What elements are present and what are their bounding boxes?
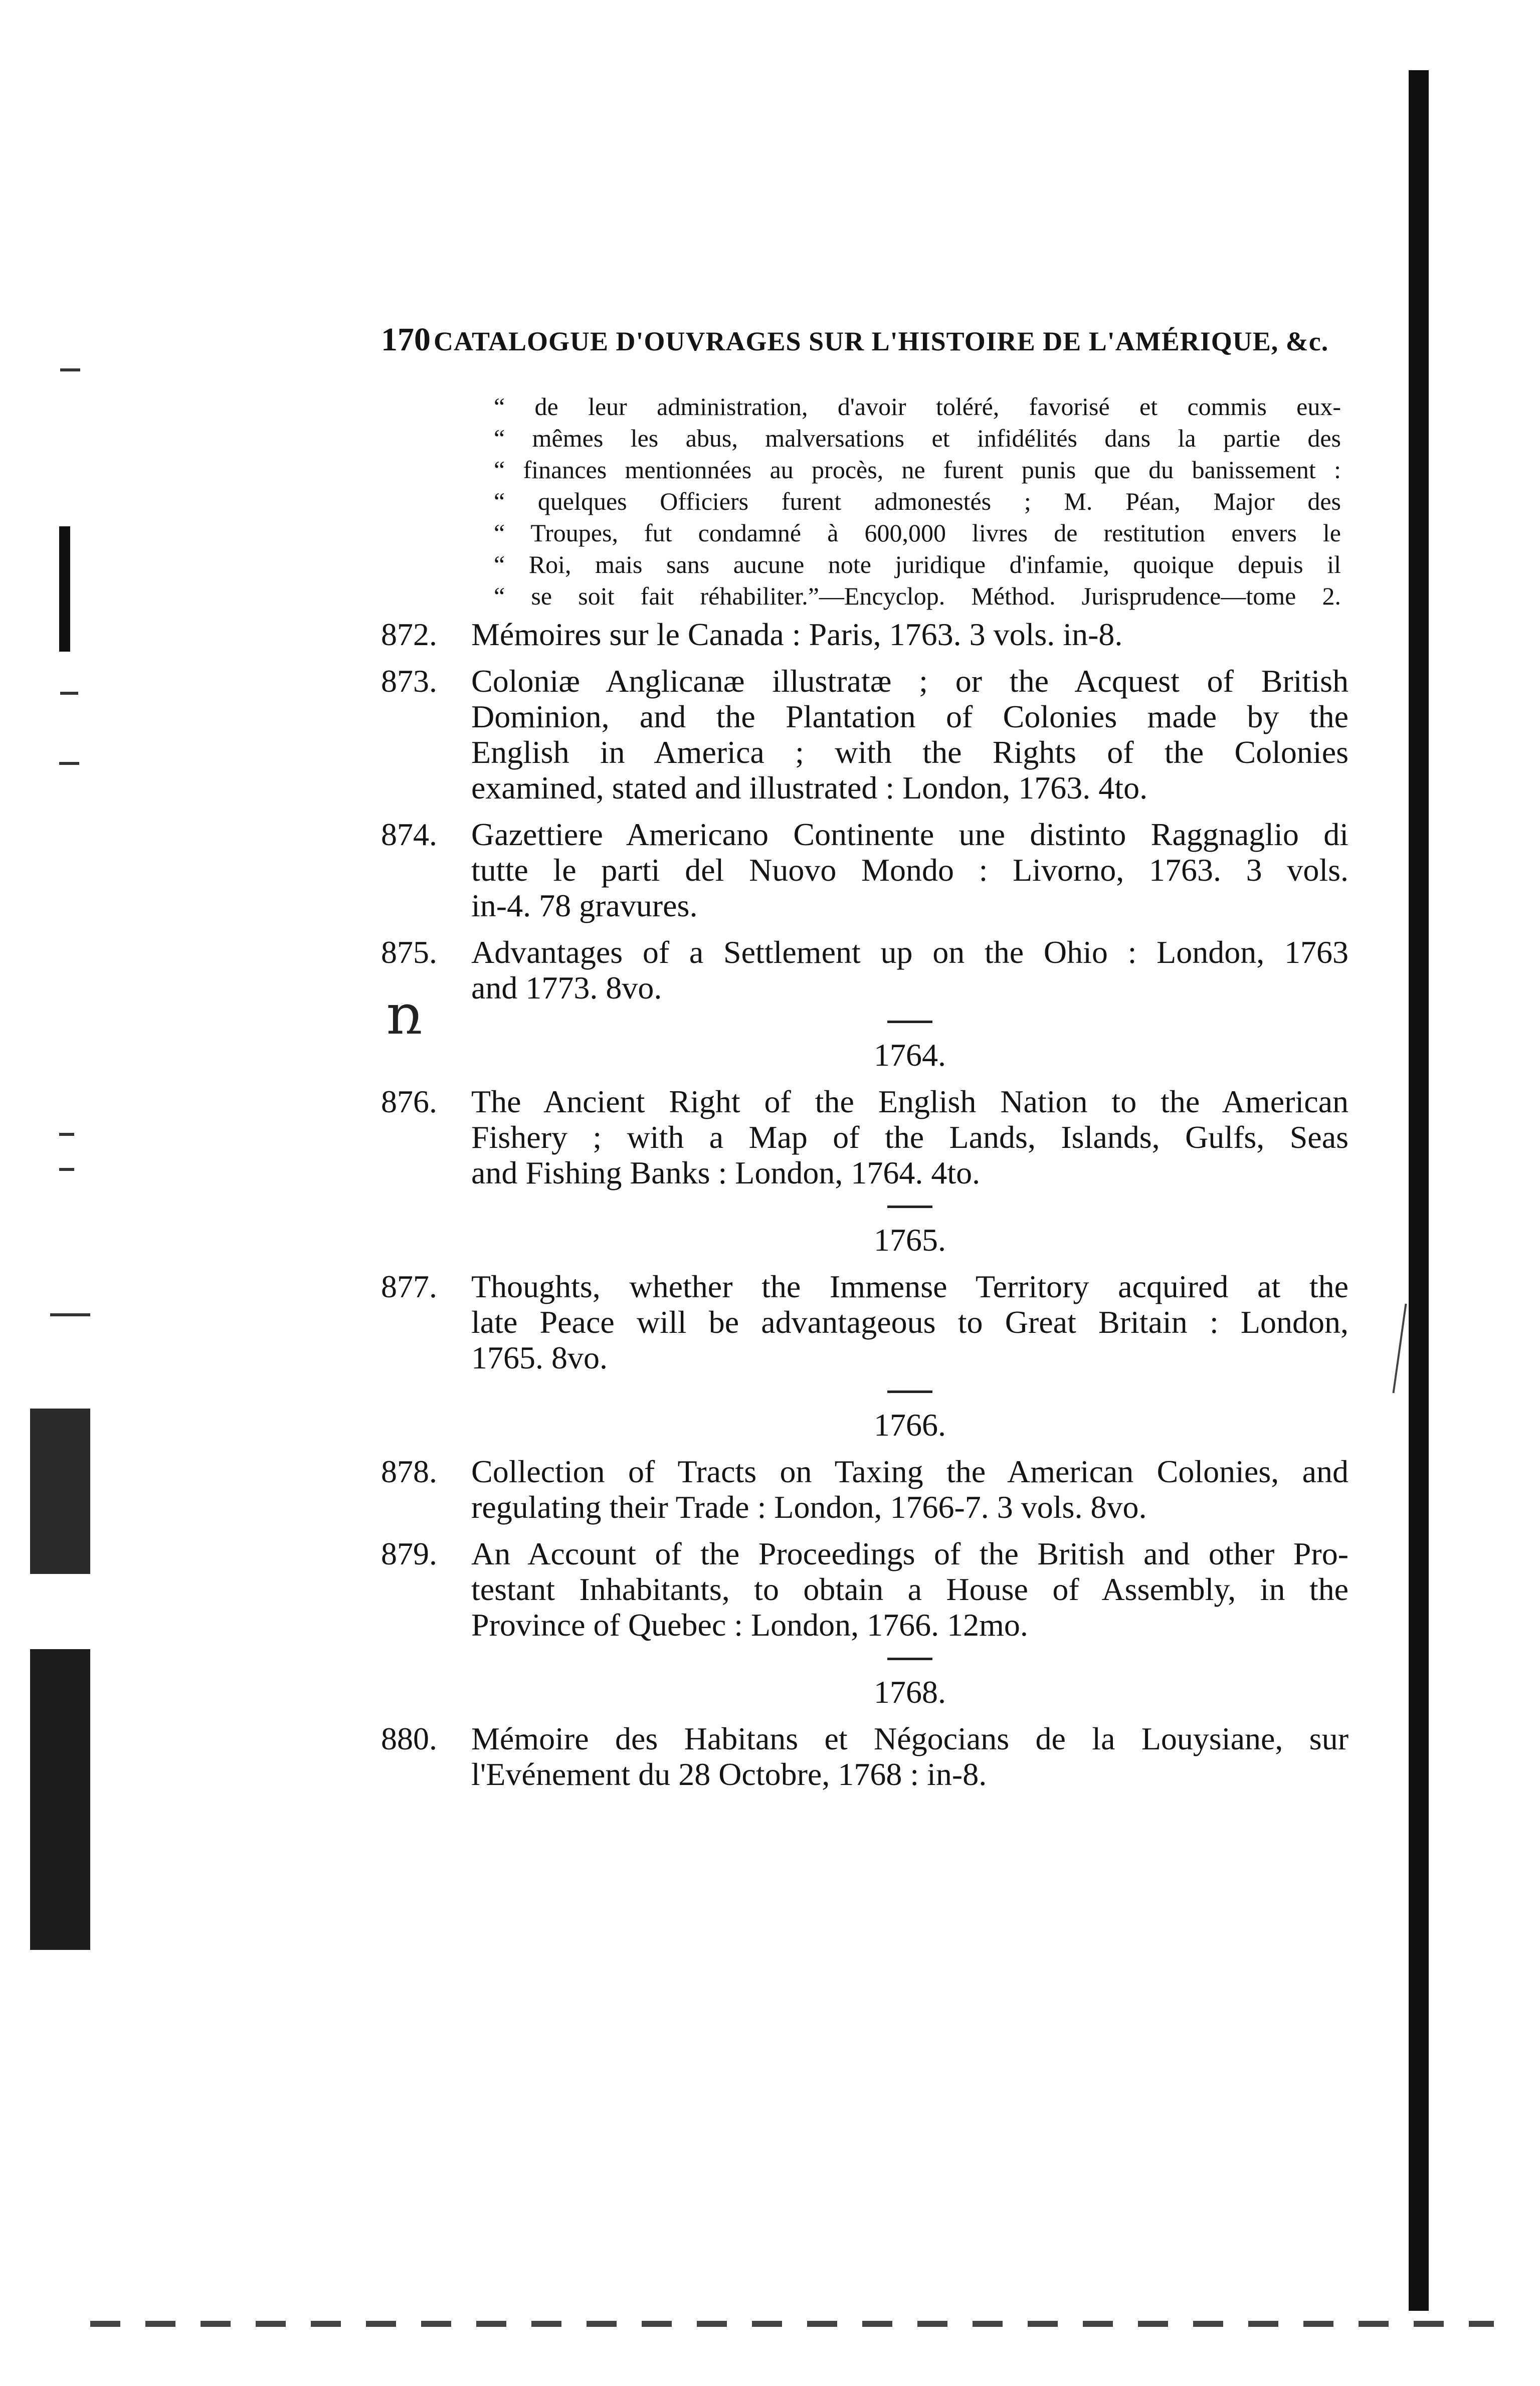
margin-mark xyxy=(60,692,78,695)
entry-line: tutte le parti del Nuovo Mondo : Livorno, 1763. 3 vols. xyxy=(471,852,1349,888)
entry-line: Thoughts, whether the Immense Territory acquired at the xyxy=(471,1269,1349,1304)
entry-line: late Peace will be advantageous to Great Britain : London, xyxy=(471,1304,1349,1340)
quote-line: “ Roi, mais sans aucune note juridique d'infamie, quoique depuis il xyxy=(494,550,1341,578)
entry-number: 879. xyxy=(381,1536,437,1571)
catalogue-entry xyxy=(381,617,1349,652)
entry-number: 873. xyxy=(381,663,437,699)
page-number: 170 xyxy=(381,321,431,358)
entry-line: Mémoires sur le Canada : Paris, 1763. 3 vols. in-8. xyxy=(471,617,1123,652)
quote-line: “ de leur administration, d'avoir toléré, favorisé et commis eux- xyxy=(494,392,1341,421)
entry-line: and 1773. 8vo. xyxy=(471,970,662,1006)
margin-mark xyxy=(59,1168,74,1171)
section-rule xyxy=(887,1206,932,1208)
entry-line: The Ancient Right of the English Nation to the American xyxy=(471,1084,1349,1119)
entry-line: Gazettiere Americano Continente une distinto Raggnaglio di xyxy=(471,817,1349,852)
margin-mark xyxy=(30,1649,90,1950)
binding-edge-shadow xyxy=(1409,70,1429,2311)
quote-line: “ quelques Officiers furent admonestés ; M. Péan, Major des xyxy=(494,487,1341,515)
catalogue-entry xyxy=(381,934,1349,1006)
section-rule xyxy=(887,1390,932,1393)
entry-number: 875. xyxy=(381,934,437,970)
margin-mark xyxy=(59,1133,74,1136)
entry-line: testant Inhabitants, to obtain a House of Assembly, in the xyxy=(471,1571,1349,1607)
margin-mark xyxy=(59,526,70,652)
catalogue-entry xyxy=(381,1084,1349,1190)
entry-line: l'Evénement du 28 Octobre, 1768 : in-8. xyxy=(471,1756,987,1792)
entry-line: and Fishing Banks : London, 1764. 4to. xyxy=(471,1155,981,1190)
catalogue-entry xyxy=(381,1721,1349,1792)
entry-number: 878. xyxy=(381,1454,437,1489)
quote-line: “ Troupes, fut condamné à 600,000 livres de restitution envers le xyxy=(494,519,1341,547)
running-title: CATALOGUE D'OUVRAGES SUR L'HISTOIRE DE L'AMÉRIQUE, &c. xyxy=(434,326,1329,356)
year-label: 1766. xyxy=(874,1407,946,1443)
entry-line: Dominion, and the Plantation of Colonies made by the xyxy=(471,699,1349,734)
quote-line: “ se soit fait réhabiliter.”—Encyclop. Méthod. Jurisprudence—tome 2. xyxy=(494,582,1341,610)
entry-number: 877. xyxy=(381,1269,437,1304)
quote-line: “ mêmes les abus, malversations et infidélités dans la partie des xyxy=(494,424,1341,452)
entry-line: Coloniæ Anglicanæ illustratæ ; or the Acquest of British xyxy=(471,663,1349,699)
running-header xyxy=(381,321,1529,361)
catalogue-entry xyxy=(381,1536,1349,1643)
catalogue-entries xyxy=(381,617,1349,1792)
entry-line: regulating their Trade : London, 1766-7. 3 vols. 8vo. xyxy=(471,1489,1147,1525)
entry-number: 880. xyxy=(381,1721,437,1756)
entry-line: Mémoire des Habitans et Négocians de la Louysiane, sur xyxy=(471,1721,1349,1756)
catalogue-entry xyxy=(381,1454,1349,1525)
quote-line: “ finances mentionnées au procès, ne furent punis que du banissement : xyxy=(494,456,1341,484)
scan-bottom-noise xyxy=(90,2321,1494,2327)
pencil-line xyxy=(1392,1304,1407,1394)
margin-mark xyxy=(50,1313,90,1316)
catalogue-entry xyxy=(381,817,1349,923)
year-heading xyxy=(381,1206,1349,1258)
margin-mark xyxy=(60,368,80,371)
quotation-block xyxy=(494,391,1341,612)
entry-number: 874. xyxy=(381,817,437,852)
catalogue-entry xyxy=(381,1269,1349,1375)
entry-line: English in America ; with the Rights of the Colonies xyxy=(471,734,1349,770)
year-heading xyxy=(381,1658,1349,1710)
pencil-mark: ռ xyxy=(386,982,423,1047)
section-rule xyxy=(887,1658,932,1660)
margin-mark xyxy=(30,1409,90,1574)
entry-line: 1765. 8vo. xyxy=(471,1340,608,1375)
section-rule xyxy=(887,1021,932,1023)
entry-number: 876. xyxy=(381,1084,437,1119)
margin-mark xyxy=(59,762,79,765)
entry-line: examined, stated and illustrated : London, 1763. 4to. xyxy=(471,770,1148,806)
entry-line: in-4. 78 gravures. xyxy=(471,888,698,923)
year-heading xyxy=(381,1390,1349,1443)
year-heading xyxy=(381,1021,1349,1073)
entry-number: 872. xyxy=(381,617,437,652)
entry-line: Fishery ; with a Map of the Lands, Islands, Gulfs, Seas xyxy=(471,1119,1349,1155)
catalogue-entry xyxy=(381,663,1349,806)
entry-line: An Account of the Proceedings of the British and other Pro- xyxy=(471,1536,1349,1571)
year-label: 1765. xyxy=(874,1222,946,1258)
year-label: 1764. xyxy=(874,1037,946,1073)
entry-line: Advantages of a Settlement up on the Ohio : London, 1763 xyxy=(471,934,1349,970)
entry-line: Collection of Tracts on Taxing the American Colonies, and xyxy=(471,1454,1349,1489)
entry-line: Province of Quebec : London, 1766. 12mo. xyxy=(471,1607,1028,1643)
year-label: 1768. xyxy=(874,1674,946,1710)
